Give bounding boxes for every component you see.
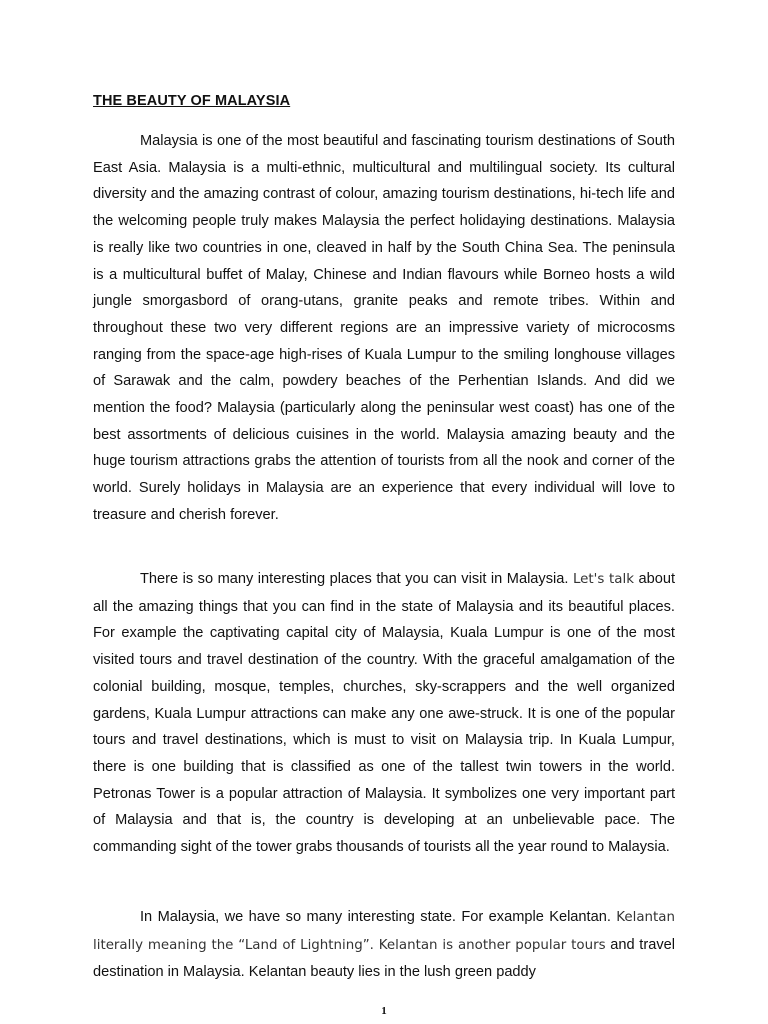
paragraph-3-alt-font-text: Kelantan literally meaning the “Land of Lightning”. Kelantan is another popular tours — [93, 910, 675, 953]
paragraph-2-rest: about all the amazing things that you can find in the state of Malaysia and its beautiful places. For example the captivating capital city of Malaysia, Kuala Lumpur is one of the most visited tours and travel destination of the country. With the graceful amalgamation of the colonial building, mosque, temples, churches, sky-scrappers and the well organized gardens, Kuala Lumpur attractions can make any one awe-struck. It is one of the popular tours and travel destinations, which is must to visit on Malaysia trip. In Kuala Lumpur, there is one building that is classified as one of the tallest twin towers in the world. Petronas Tower is a popular attraction of Malaysia. It symbolizes one very important part of Malaysia and that is, the country is developing at an unbelievable pace. The commanding sight of the tower grabs thousands of tourists all the year round to Malaysia. — [93, 571, 675, 856]
paragraph-2-alt-font-text: Let's talk — [572, 572, 634, 587]
page-number: 1 — [381, 1005, 387, 1017]
paragraph-2-start: There is so many interesting places that you can visit in Malaysia. — [140, 571, 573, 587]
paragraph-2 — [93, 566, 675, 861]
paragraph-3 — [93, 904, 675, 986]
paragraph-3-start: In Malaysia, we have so many interesting state. For example Kelantan. — [140, 909, 617, 925]
paragraph-1: Malaysia is one of the most beautiful and fascinating tourism destinations of South East Asia. Malaysia is a multi-ethnic, multicultural and multilingual society. Its cultural diversity and the amazing contrast of colour, amazing tourism destinations, hi-tech life and the welcoming people truly makes Malaysia the perfect holidaying destinations. Malaysia is really like two countries in one, cleaved in half by the South China Sea. The peninsula is a multicultural buffet of Malay, Chinese and Indian flavours while Borneo hosts a wild jungle smorgasbord of orang-utans, granite peaks and remote tribes. Within and throughout these two very different regions are an impressive variety of microcosms ranging from the space-age high-rises of Kuala Lumpur to the smiling longhouse villages of Sarawak and the calm, powdery beaches of the Perhentian Islands. And did we mention the food? Malaysia (particularly along the peninsular west coast) has one of the best assortments of delicious cuisines in the world. Malaysia amazing beauty and the huge tourism attractions grabs the attention of tourists from all the nook and corner of the world. Surely holidays in Malaysia are an experience that every individual will love to treasure and cherish forever. — [93, 133, 675, 523]
document-title: THE BEAUTY OF MALAYSIA — [93, 93, 291, 109]
paragraph-3-rest: and travel destination in Malaysia. Kelantan beauty lies in the lush green paddy — [93, 936, 675, 981]
